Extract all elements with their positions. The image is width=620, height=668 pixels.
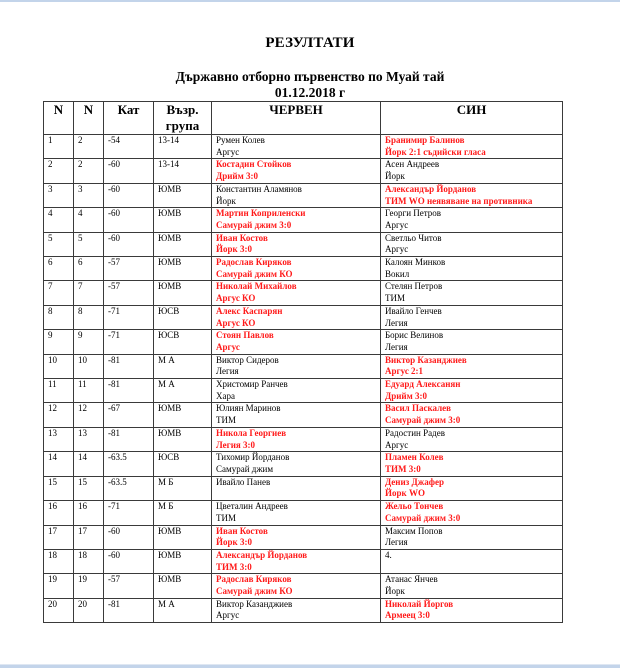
red-corner-fighter <box>212 257 381 281</box>
bout-number: 17 <box>44 525 74 549</box>
age-group: ЮМВ <box>154 183 212 207</box>
bout-index: 2 <box>74 135 104 159</box>
fighter-name: Радослав Киряков <box>216 574 292 585</box>
red-corner-fighter <box>212 183 381 207</box>
bout-number: 9 <box>44 330 74 354</box>
fighter-name: Алекс Каспарян <box>216 305 283 316</box>
fighter-club-result: ТИМ <box>216 415 236 426</box>
age-group: ЮСВ <box>154 330 212 354</box>
table-row <box>44 232 563 256</box>
fighter-name: Христомир Ранчев <box>216 379 288 390</box>
blue-corner-fighter <box>381 452 563 476</box>
red-corner-fighter <box>212 574 381 598</box>
fighter-name: Радостин Радев <box>385 427 445 438</box>
fighter-club-result: Аргус КО <box>216 317 256 328</box>
blue-corner-fighter <box>381 305 563 329</box>
blue-corner-fighter <box>381 257 563 281</box>
bout-number: 13 <box>44 427 74 451</box>
fighter-name: Иван Костов <box>216 525 268 536</box>
bout-index: 17 <box>74 525 104 549</box>
age-group: ЮМВ <box>154 427 212 451</box>
weight-category: -81 <box>104 354 154 378</box>
fighter-name: Цветалин Андреев <box>216 501 288 512</box>
blue-corner-fighter <box>381 574 563 598</box>
fighter-club-result: Самурай джим 3:0 <box>216 219 292 230</box>
blue-corner-fighter <box>381 232 563 256</box>
fighter-club-result: Самурай джим 3:0 <box>385 512 461 523</box>
bout-number: 3 <box>44 183 74 207</box>
fighter-club-result: Аргус 2:1 <box>385 366 424 377</box>
blue-corner-fighter <box>381 208 563 232</box>
fighter-club-result: Аргус КО <box>216 293 256 304</box>
bout-index: 3 <box>74 183 104 207</box>
fighter-club-result: Аргус <box>385 439 409 450</box>
table-row <box>44 574 563 598</box>
bout-index: 6 <box>74 257 104 281</box>
weight-category: -60 <box>104 232 154 256</box>
fighter-club-result <box>385 562 562 574</box>
age-group: М Б <box>154 501 212 525</box>
results-body <box>44 135 563 623</box>
fighter-club-result: Аргус <box>385 244 409 255</box>
blue-corner-fighter <box>381 183 563 207</box>
bout-number: 12 <box>44 403 74 427</box>
bout-index: 2 <box>74 159 104 183</box>
blue-corner-fighter <box>381 427 563 451</box>
red-corner-fighter <box>212 549 381 573</box>
blue-corner-fighter <box>381 379 563 403</box>
red-corner-fighter <box>212 232 381 256</box>
bout-index: 20 <box>74 598 104 622</box>
bout-index: 14 <box>74 452 104 476</box>
fighter-name: Атанас Янчев <box>385 574 438 585</box>
age-group: 13-14 <box>154 159 212 183</box>
weight-category: -60 <box>104 183 154 207</box>
viewer-bottom-edge <box>0 664 620 668</box>
age-group: М А <box>154 598 212 622</box>
red-corner-fighter <box>212 208 381 232</box>
fighter-club-result: ТИМ WO неявяване на противника <box>385 195 533 206</box>
age-group: ЮСВ <box>154 305 212 329</box>
bout-number: 8 <box>44 305 74 329</box>
bout-index: 12 <box>74 403 104 427</box>
blue-corner-fighter <box>381 354 563 378</box>
fighter-name: Борис Велинов <box>385 330 444 341</box>
table-row <box>44 183 563 207</box>
red-corner-fighter <box>212 330 381 354</box>
red-corner-fighter <box>212 598 381 622</box>
weight-category: -60 <box>104 159 154 183</box>
fighter-name: Иван Костов <box>216 232 268 243</box>
age-group: ЮМВ <box>154 257 212 281</box>
table-row <box>44 403 563 427</box>
bout-index: 16 <box>74 501 104 525</box>
blue-corner-fighter <box>381 330 563 354</box>
fighter-name: Александър Йорданов <box>216 549 308 560</box>
fighter-name: Калоян Минков <box>385 257 446 268</box>
fighter-name: Румен Колев <box>216 135 265 145</box>
weight-category: -71 <box>104 305 154 329</box>
bout-number: 1 <box>44 135 74 159</box>
table-row <box>44 330 563 354</box>
fighter-club-result <box>216 488 380 500</box>
header-age-group-line1: Възр. <box>166 102 199 117</box>
bout-index: 19 <box>74 574 104 598</box>
fighter-name: Костадин Стойков <box>216 159 292 170</box>
header-age-group-line2: група <box>165 118 200 133</box>
red-corner-fighter <box>212 501 381 525</box>
fighter-club-result: Йорк 3:0 <box>216 537 252 548</box>
table-row <box>44 476 563 500</box>
blue-corner-fighter <box>381 525 563 549</box>
table-row <box>44 501 563 525</box>
fighter-name: Стелян Петров <box>385 281 443 292</box>
bout-number: 4 <box>44 208 74 232</box>
fighter-name: Георги Петров <box>385 208 442 219</box>
results-table <box>43 101 563 623</box>
fighter-club-result: Йорк WO <box>385 488 425 499</box>
bout-index: 7 <box>74 281 104 305</box>
document-title: РЕЗУЛТАТИ <box>265 35 355 51</box>
fighter-name: Виктор Казанджиев <box>385 354 467 365</box>
weight-category: -57 <box>104 574 154 598</box>
bout-number: 10 <box>44 354 74 378</box>
bout-number: 7 <box>44 281 74 305</box>
header-category: Кат <box>104 102 154 135</box>
fighter-club-result: ТИМ <box>385 293 405 304</box>
fighter-name: Васил Паскалев <box>385 403 452 414</box>
red-corner-fighter <box>212 525 381 549</box>
weight-category: -81 <box>104 427 154 451</box>
fighter-name: Александър Йорданов <box>385 183 477 194</box>
red-corner-fighter <box>212 403 381 427</box>
fighter-club-result: Йорк <box>385 171 405 182</box>
red-corner-fighter <box>212 379 381 403</box>
red-corner-fighter <box>212 452 381 476</box>
red-corner-fighter <box>212 281 381 305</box>
fighter-club-result: Легия 3:0 <box>216 439 256 450</box>
fighter-club-result: ТИМ <box>216 512 236 523</box>
header-red-corner: ЧЕРВЕН <box>212 102 381 135</box>
bout-index: 13 <box>74 427 104 451</box>
fighter-club-result: Хара <box>216 390 235 401</box>
fighter-club-result: Самурай джим 3:0 <box>385 415 461 426</box>
table-row <box>44 281 563 305</box>
fighter-name: Бранимир Балинов <box>385 135 465 145</box>
weight-category: -54 <box>104 135 154 159</box>
bout-number: 16 <box>44 501 74 525</box>
fighter-name: Тихомир Йорданов <box>216 452 290 463</box>
age-group: ЮМВ <box>154 208 212 232</box>
weight-category: -57 <box>104 257 154 281</box>
bout-number: 20 <box>44 598 74 622</box>
document-subtitle <box>0 69 620 101</box>
fighter-name: Константин Аламянов <box>216 183 302 194</box>
competition-name: Държавно отборно първенство по Муай тай <box>175 69 445 84</box>
weight-category: -71 <box>104 501 154 525</box>
fighter-club-result: Йорк 2:1 съдийски гласа <box>385 146 486 157</box>
fighter-club-result: Аргус <box>216 341 240 352</box>
bout-index: 10 <box>74 354 104 378</box>
fighter-club-result: Йорк 3:0 <box>216 244 252 255</box>
age-group: ЮМВ <box>154 232 212 256</box>
fighter-club-result: Дрийм 3:0 <box>216 171 258 182</box>
fighter-name: Николай Йоргов <box>385 598 454 609</box>
blue-corner-fighter <box>381 598 563 622</box>
header-blue-corner: СИН <box>381 102 563 135</box>
bout-number: 11 <box>44 379 74 403</box>
table-row <box>44 525 563 549</box>
fighter-club-result: Йорк <box>216 195 236 206</box>
fighter-club-result: Самурай джим КО <box>216 268 293 279</box>
weight-category: -57 <box>104 281 154 305</box>
bout-number: 6 <box>44 257 74 281</box>
fighter-name: Асен Андреев <box>385 159 440 170</box>
fighter-club-result: Легия <box>216 366 239 377</box>
bout-number: 2 <box>44 159 74 183</box>
fighter-name: Ивайло Генчев <box>385 305 442 316</box>
weight-category: -63.5 <box>104 452 154 476</box>
red-corner-fighter <box>212 354 381 378</box>
fighter-club-result: Вокил <box>385 268 410 279</box>
age-group: М А <box>154 354 212 378</box>
header-age-group <box>154 102 212 135</box>
fighter-club-result: Самурай джим КО <box>216 586 293 597</box>
bout-number: 19 <box>44 574 74 598</box>
table-row <box>44 354 563 378</box>
bout-number: 5 <box>44 232 74 256</box>
weight-category: -60 <box>104 525 154 549</box>
fighter-club-result: ТИМ 3:0 <box>385 463 421 474</box>
red-corner-fighter <box>212 159 381 183</box>
weight-category: -67 <box>104 403 154 427</box>
fighter-name: Светльо Читов <box>385 232 442 243</box>
header-n-1: N <box>44 102 74 135</box>
fighter-club-result: Аргус <box>216 610 240 621</box>
weight-category: -81 <box>104 379 154 403</box>
fighter-club-result: Армеец 3:0 <box>385 610 430 621</box>
fighter-name: Николай Михайлов <box>216 281 297 292</box>
blue-corner-fighter <box>381 403 563 427</box>
red-corner-fighter <box>212 427 381 451</box>
table-row <box>44 549 563 573</box>
header-n-2: N <box>74 102 104 135</box>
bout-number: 18 <box>44 549 74 573</box>
fighter-name: Радослав Киряков <box>216 257 292 268</box>
fighter-name: Максим Попов <box>385 525 443 536</box>
age-group: ЮМВ <box>154 574 212 598</box>
table-row <box>44 208 563 232</box>
table-row <box>44 427 563 451</box>
bout-index: 11 <box>74 379 104 403</box>
fighter-club-result: Легия <box>385 341 408 352</box>
bout-index: 4 <box>74 208 104 232</box>
fighter-club-result: ТИМ 3:0 <box>216 561 252 572</box>
table-row <box>44 135 563 159</box>
table-row <box>44 379 563 403</box>
table-row <box>44 305 563 329</box>
bout-index: 9 <box>74 330 104 354</box>
age-group: ЮМВ <box>154 403 212 427</box>
weight-category: -60 <box>104 208 154 232</box>
red-corner-fighter <box>212 135 381 159</box>
fighter-name: Ивайло Панев <box>216 476 271 487</box>
fighter-name: Стоян Павлов <box>216 330 274 341</box>
bout-index: 18 <box>74 549 104 573</box>
fighter-name: Никола Георгиев <box>216 427 287 438</box>
header-row <box>44 102 563 135</box>
fighter-club-result: Самурай джим <box>216 463 274 474</box>
blue-corner-fighter <box>381 281 563 305</box>
fighter-name: Дениз Джафер <box>385 476 444 487</box>
table-row <box>44 452 563 476</box>
blue-corner-fighter <box>381 549 563 573</box>
fighter-name: Жельо Тончев <box>385 501 444 512</box>
fighter-club-result: Легия <box>385 317 408 328</box>
weight-category: -60 <box>104 549 154 573</box>
bout-index: 8 <box>74 305 104 329</box>
fighter-club-result: Йорк <box>385 586 405 597</box>
table-row <box>44 257 563 281</box>
weight-category: -63.5 <box>104 476 154 500</box>
age-group: ЮМВ <box>154 281 212 305</box>
bout-number: 14 <box>44 452 74 476</box>
competition-date: 01.12.2018 г <box>274 85 346 100</box>
bout-index: 15 <box>74 476 104 500</box>
fighter-name: Пламен Колев <box>385 452 444 463</box>
viewer-top-edge <box>0 0 620 2</box>
fighter-name: 4. <box>385 549 392 560</box>
red-corner-fighter <box>212 476 381 500</box>
fighter-name: Едуард Алексанян <box>385 379 461 390</box>
fighter-name: Юлиян Маринов <box>216 403 281 414</box>
table-row <box>44 159 563 183</box>
blue-corner-fighter <box>381 135 563 159</box>
age-group: ЮСВ <box>154 452 212 476</box>
bout-index: 5 <box>74 232 104 256</box>
blue-corner-fighter <box>381 476 563 500</box>
fighter-club-result: Аргус <box>385 219 409 230</box>
blue-corner-fighter <box>381 159 563 183</box>
age-group: ЮМВ <box>154 549 212 573</box>
age-group: М А <box>154 379 212 403</box>
fighter-club-result: Дрийм 3:0 <box>385 390 427 401</box>
table-row <box>44 598 563 622</box>
fighter-name: Виктор Сидеров <box>216 354 279 365</box>
weight-category: -71 <box>104 330 154 354</box>
fighter-club-result: Легия <box>385 537 408 548</box>
fighter-club-result: Аргус <box>216 146 240 157</box>
fighter-name: Мартин Коприленски <box>216 208 306 219</box>
red-corner-fighter <box>212 305 381 329</box>
age-group: М Б <box>154 476 212 500</box>
age-group: ЮМВ <box>154 525 212 549</box>
weight-category: -81 <box>104 598 154 622</box>
bout-number: 15 <box>44 476 74 500</box>
age-group: 13-14 <box>154 135 212 159</box>
fighter-name: Виктор Казанджиев <box>216 598 293 609</box>
blue-corner-fighter <box>381 501 563 525</box>
